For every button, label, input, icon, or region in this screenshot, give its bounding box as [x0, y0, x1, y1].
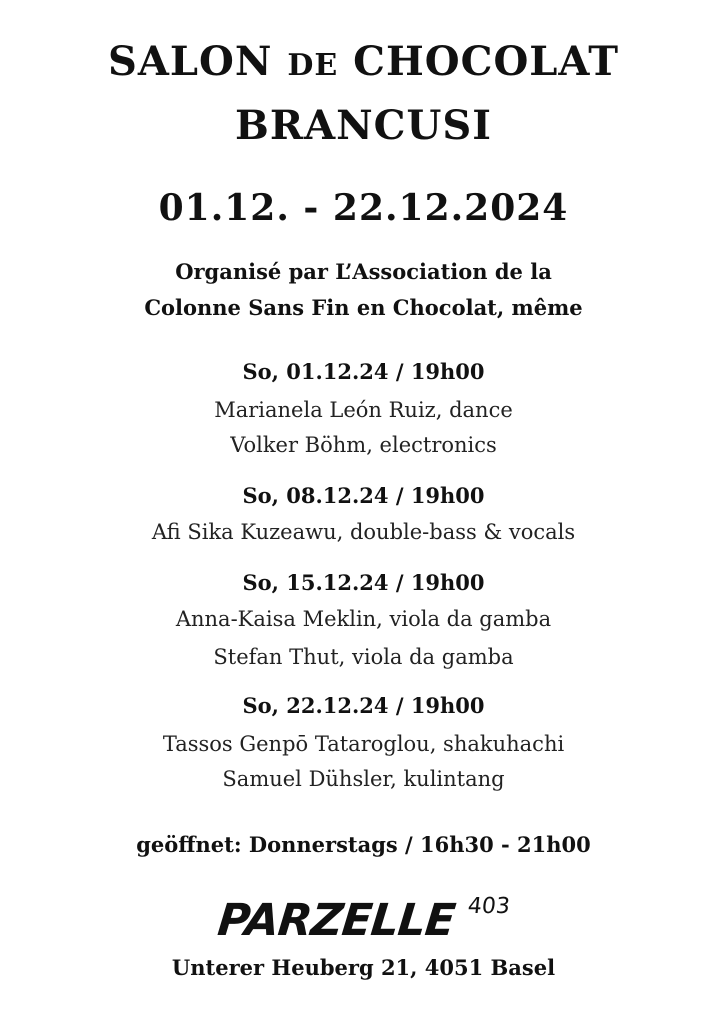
event-date: So, 22.12.24 / 19h00: [242, 693, 485, 718]
performer: Tassos Genpō Tataroglou, shakuhachi: [162, 732, 565, 756]
venue-address: Unterer Heuberg 21, 4051 Basel: [171, 955, 556, 980]
performer: Volker Böhm, electronics: [230, 433, 497, 457]
venue-logo-number: 403: [466, 894, 512, 919]
venue-logo-wrap: [0, 893, 727, 951]
venue-logo: [215, 893, 511, 949]
title-line-1: [0, 38, 727, 90]
event-date: So, 01.12.24 / 19h00: [242, 359, 485, 384]
event-date: So, 15.12.24 / 19h00: [242, 570, 485, 595]
date-range: 01.12. - 22.12.2024: [158, 187, 569, 229]
performer: Stefan Thut, viola da gamba: [213, 645, 514, 669]
organizer-line-1: Organisé par L’Association de la: [175, 259, 552, 284]
venue-logo-text: PARZELLE: [215, 895, 458, 946]
title-line-2: BRANCUSI: [235, 102, 492, 149]
event-date: So, 08.12.24 / 19h00: [242, 483, 485, 508]
performer: Afi Sika Kuzeawu, double-bass & vocals: [151, 520, 576, 544]
title-chocolat: CHOCOLAT: [353, 38, 620, 85]
title-salon: SALON: [107, 38, 273, 85]
opening-hours: geöffnet: Donnerstags / 16h30 - 21h00: [136, 832, 591, 857]
performer: Anna-Kaisa Meklin, viola da gamba: [175, 607, 552, 631]
performer: Marianela León Ruiz, dance: [214, 398, 513, 422]
organizer-line-2: Colonne Sans Fin en Chocolat, même: [144, 295, 583, 320]
title-de: DE: [287, 48, 339, 83]
performer: Samuel Dühsler, kulintang: [222, 767, 505, 791]
